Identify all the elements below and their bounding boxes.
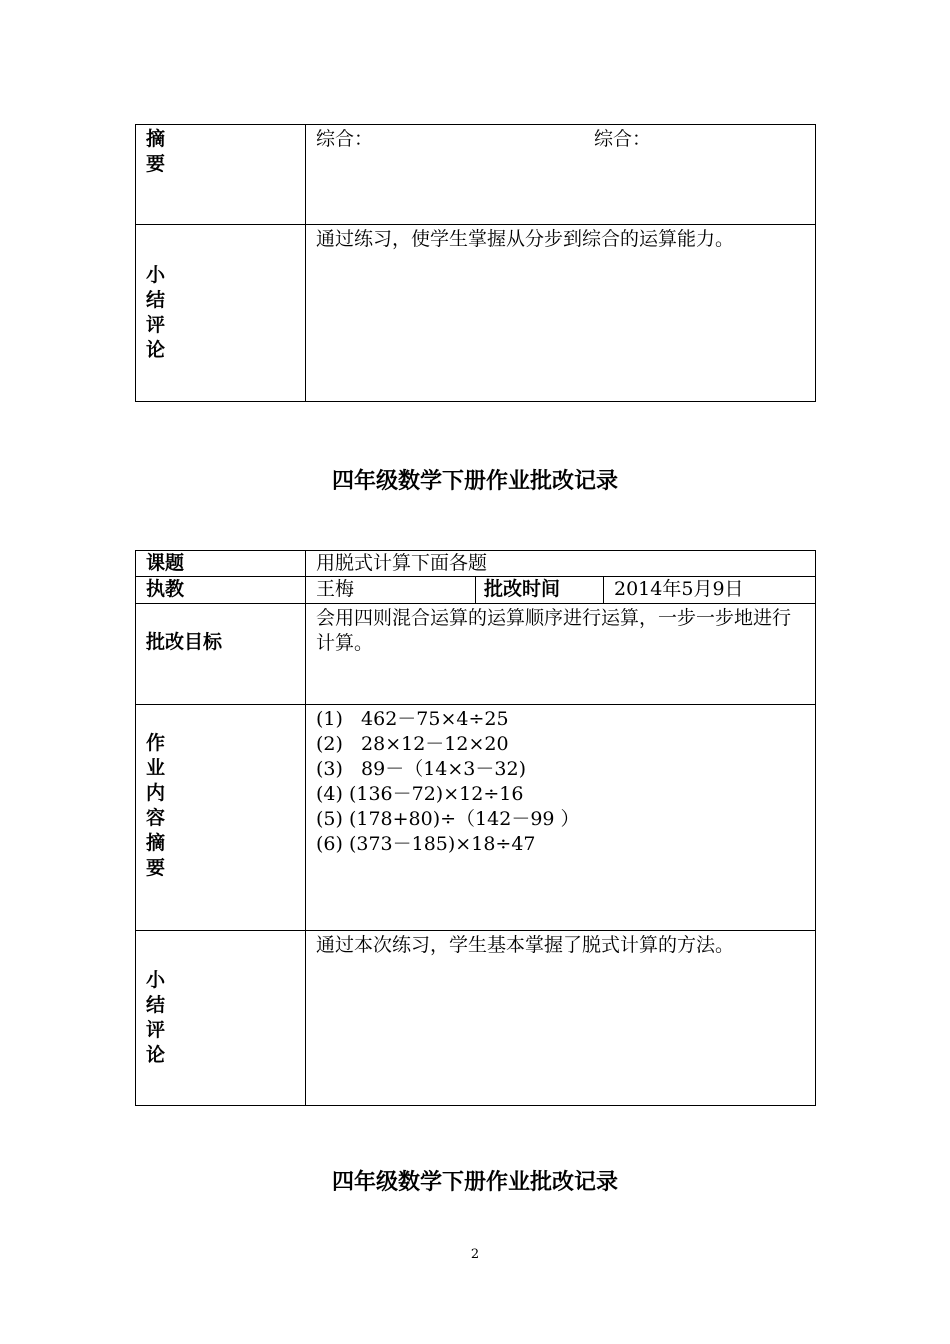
- label-char: 结: [146, 994, 166, 1016]
- label-char: 评: [146, 314, 166, 336]
- review-text: 通过练习，使学生掌握从分步到综合的运算能力。: [306, 225, 816, 402]
- label-char: 评: [146, 1019, 166, 1041]
- summary-left-text: 综合：: [316, 128, 374, 150]
- label-char: 结: [146, 289, 166, 311]
- review-label: [136, 225, 306, 402]
- label-char: 内: [146, 782, 166, 804]
- teacher-label: 执教: [136, 577, 306, 604]
- teacher-value: 王梅: [306, 577, 476, 604]
- exercise-item: (1) 462－75×4÷25: [316, 708, 509, 730]
- time-value: 2014年5月9日: [604, 577, 816, 604]
- topic-row: [136, 551, 816, 577]
- record-table-1: [135, 124, 816, 402]
- exercise-item: (5) (178+80)÷（142－99 ）: [316, 808, 580, 830]
- time-label: 批改时间: [476, 577, 604, 604]
- topic-label: 课题: [136, 551, 306, 577]
- label-char: 论: [146, 1044, 166, 1066]
- label-char: 论: [146, 339, 166, 361]
- page-number: 2: [470, 1247, 480, 1262]
- label-char: 小: [146, 264, 166, 286]
- exercise-item: (4) (136－72)×12÷16: [316, 783, 524, 805]
- label-char: 要: [146, 857, 166, 879]
- goal-label: 批改目标: [136, 604, 306, 705]
- label-char: 摘: [146, 832, 166, 854]
- content-list: [306, 705, 816, 931]
- label-char: 小: [146, 969, 166, 991]
- label-char: 要: [146, 153, 166, 175]
- content-row: [136, 705, 816, 931]
- review-row-2: [136, 931, 816, 1106]
- review-text-2: 通过本次练习，学生基本掌握了脱式计算的方法。: [306, 931, 816, 1106]
- goal-text: 会用四则混合运算的运算顺序进行运算，一步一步地进行计算。: [306, 604, 816, 705]
- summary-right-text: 综合：: [594, 128, 652, 150]
- label-char: 容: [146, 807, 166, 829]
- section-title: 四年级数学下册作业批改记录: [331, 1170, 618, 1195]
- exercise-item: (6) (373－185)×18÷47: [316, 833, 536, 855]
- label-char: 摘: [146, 128, 166, 150]
- review-label-2: [136, 931, 306, 1106]
- review-row: [136, 225, 816, 402]
- goal-row: [136, 604, 816, 705]
- label-char: 业: [146, 757, 166, 779]
- record-table-2: [135, 550, 816, 1106]
- content-label: [136, 705, 306, 931]
- topic-value: 用脱式计算下面各题: [306, 551, 816, 577]
- section-title: 四年级数学下册作业批改记录: [331, 469, 618, 494]
- exercise-item: (2) 28×12－12×20: [316, 733, 509, 755]
- summary-cell: [306, 125, 816, 225]
- summary-row: [136, 125, 816, 225]
- summary-label: [136, 125, 306, 225]
- exercise-item: (3) 89－（14×3－32): [316, 758, 526, 780]
- teacher-row: [136, 577, 816, 604]
- label-char: 作: [146, 732, 166, 754]
